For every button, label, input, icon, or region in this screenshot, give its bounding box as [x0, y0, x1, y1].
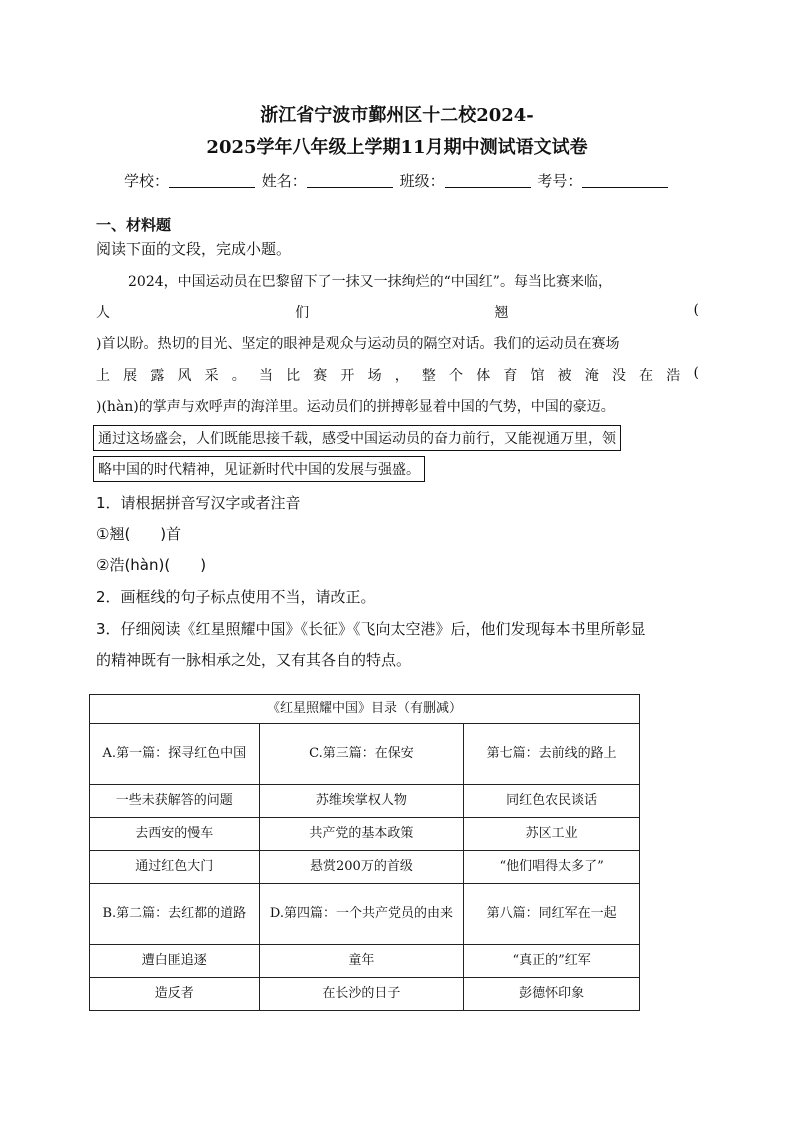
table-cell: B.第二篇：去红都的道路: [90, 884, 260, 945]
boxed-sentence-line-2: 略中国的时代精神，见证新时代中国的发展与强盛。: [93, 456, 425, 482]
word: 浩: [666, 368, 681, 384]
exam-number-blank: [582, 173, 668, 188]
table-caption: 《红星照耀中国》目录（有删减）: [90, 695, 640, 724]
word: (: [693, 302, 699, 318]
word: 翘: [494, 305, 509, 321]
table-cell: A.第一篇：探寻红色中国: [90, 724, 260, 785]
boxed-sentence-line-1: 通过这场盛会，人们既能思接千载，感受中国运动员的奋力前行，又能视通万里，领: [93, 425, 621, 451]
table-cell: 共产党的基本政策: [259, 818, 464, 851]
word: 风: [177, 368, 192, 384]
exam-title-line1: 浙江省宁波市鄞州区十二校2024-: [260, 105, 534, 126]
table-row: [90, 884, 640, 945]
question-1-item-a: ①翘( )首: [96, 525, 182, 543]
word: 当: [258, 368, 273, 384]
instruction: 阅读下面的文段，完成小题。: [96, 240, 292, 258]
table-row: [90, 818, 640, 851]
table-cell: “他们唱得太多了”: [464, 851, 640, 884]
table-row: [90, 724, 640, 785]
table-cell: 彭德怀印象: [464, 978, 640, 1011]
word: ，: [394, 368, 409, 384]
word: 。: [231, 368, 246, 384]
contents-table: [89, 694, 640, 1011]
table-cell: 遭白匪追逐: [90, 945, 260, 978]
passage-line-1: 2024，中国运动员在巴黎留下了一抹又一抹绚烂的“中国红”。每当比赛来临，: [128, 274, 612, 290]
word: 采: [204, 368, 219, 384]
word: 体: [476, 368, 491, 384]
name-blank: [307, 173, 393, 188]
word: 赛: [313, 368, 328, 384]
table-cell: 第七篇：去前线的路上: [464, 724, 640, 785]
word: 在: [639, 368, 654, 384]
word: 们: [295, 305, 310, 321]
table-row: [90, 945, 640, 978]
question-3-line-2: 的精神既有一脉相承之处，又有其各自的特点。: [96, 651, 412, 669]
table-cell: 同红色农民谈话: [464, 785, 640, 818]
word: 人: [96, 305, 110, 321]
passage-line-5: )(hàn)的掌声与欢呼声的海洋里。运动员们的拼搏彰显着中国的气势，中国的豪迈。: [96, 399, 615, 415]
word: 育: [503, 368, 518, 384]
table-cell: 第八篇：同红军在一起: [464, 884, 640, 945]
question-2: 2．画框线的句子标点使用不当，请改正。: [96, 588, 376, 606]
word: 比: [286, 368, 301, 384]
table-row: [90, 851, 640, 884]
table-row: [90, 978, 640, 1011]
question-1: 1．请根据拼音写汉字或者注音: [96, 494, 301, 512]
table-cell: 苏维埃掌权人物: [259, 785, 464, 818]
school-blank: [169, 173, 255, 188]
question-3-line-1: 3．仔细阅读《红星照耀中国》《长征》《飞向太空港》后，他们发现每本书里所彰显: [96, 620, 646, 638]
student-info-fields: [124, 170, 670, 191]
table-cell: 通过红色大门: [90, 851, 260, 884]
name-label: 姓名：: [261, 172, 307, 190]
word: 开: [340, 368, 355, 384]
exam-title-line2: 2025学年八年级上学期11月期中测试语文试卷: [206, 137, 588, 158]
word: 馆: [530, 368, 545, 384]
table-cell: 一些未获解答的问题: [90, 785, 260, 818]
table-cell: 悬赏200万的首级: [259, 851, 464, 884]
table-cell: 造反者: [90, 978, 260, 1011]
word: 整: [421, 368, 436, 384]
word: 个: [449, 368, 464, 384]
word: 上: [96, 368, 110, 384]
word: 没: [611, 368, 626, 384]
table-cell: “真正的”红军: [464, 945, 640, 978]
word: 被: [557, 368, 572, 384]
word: 淹: [584, 368, 599, 384]
table-cell: 童年: [259, 945, 464, 978]
class-label: 班级：: [399, 172, 445, 190]
word: (: [693, 365, 699, 381]
passage-line-2: [96, 302, 699, 322]
class-blank: [445, 173, 531, 188]
table-cell: 在长沙的日子: [259, 978, 464, 1011]
table-cell: 苏区工业: [464, 818, 640, 851]
question-1-item-b: ②浩(hàn)( ): [96, 556, 207, 574]
exam-number-label: 考号：: [537, 172, 583, 190]
word: 露: [150, 368, 165, 384]
word: 展: [123, 368, 138, 384]
passage-line-3: )首以盼。热切的目光、坚定的眼神是观众与运动员的隔空对话。我们的运动员在赛场: [96, 336, 620, 352]
section-title: 一、材料题: [96, 216, 172, 234]
passage-line-4: [96, 365, 699, 385]
table-cell: C.第三篇：在保安: [259, 724, 464, 785]
table-cell: D.第四篇：一个共产党员的由来: [259, 884, 464, 945]
school-label: 学校：: [124, 172, 170, 190]
word: 场: [367, 368, 382, 384]
table-cell: 去西安的慢车: [90, 818, 260, 851]
table-row: [90, 785, 640, 818]
